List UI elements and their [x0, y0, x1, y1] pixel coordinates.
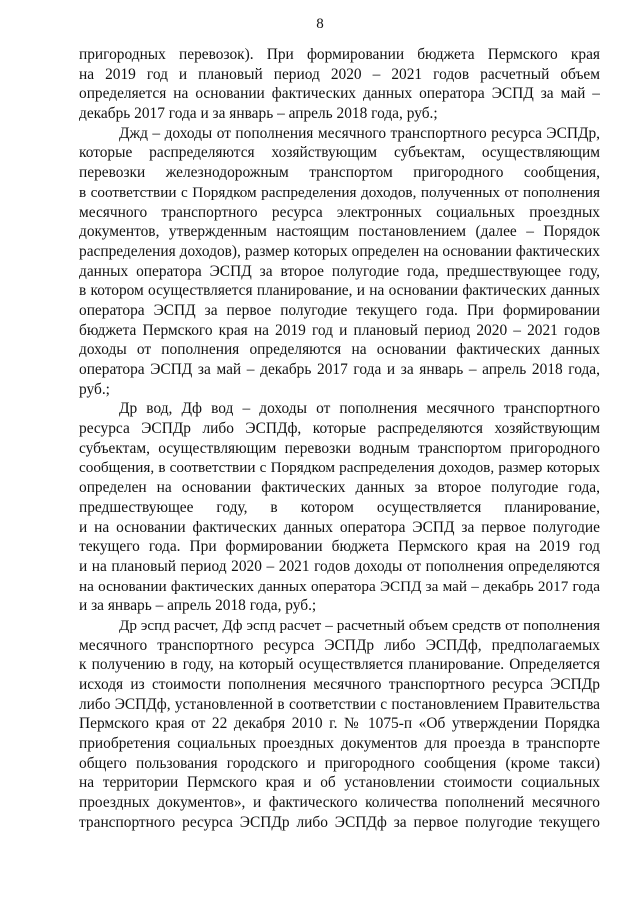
text-line: перевозки железнодорожным транспортом пригородного сообщения, — [79, 164, 600, 182]
text-line: руб.; — [79, 380, 110, 398]
paragraph-2 — [79, 124, 600, 400]
text-line: ресурса ЭСПДр либо ЭСПДф, которые распределяются хозяйствующим — [79, 420, 600, 438]
text-line: документов, утвержденным настоящим постановлением (далее – Порядок — [79, 223, 600, 241]
text-line: бюджета Пермского края на 2019 год и плановый период 2020 – 2021 годов — [79, 321, 600, 339]
page-number: 8 — [316, 16, 324, 32]
text-line: к получению в году, на который осуществляется планирование. Определяется — [79, 656, 600, 674]
text-line: оператора ЭСПД за первое полугодие текущего года. При формировании — [79, 301, 600, 319]
text-line: приобретения социальных проездных документов для проезда в транспорте — [79, 735, 600, 753]
paragraph-3 — [79, 399, 600, 616]
text-line: определен на основании фактических данных за второе полугодие года, — [79, 479, 600, 497]
text-line: и на плановый период 2020 – 2021 годов доходы от пополнения определяются — [79, 557, 600, 575]
text-line: сообщения, в соответствии с Порядком распределения доходов, размер которых — [79, 459, 600, 477]
text-line: Пермского края от 22 декабря 2010 г. № 1075-п «Об утверждении Порядка — [79, 715, 600, 733]
text-line: данных оператора ЭСПД за второе полугодие года, предшествующее году, — [79, 262, 600, 280]
text-line: на 2019 год и плановый период 2020 – 2021 годов расчетный объем — [79, 65, 600, 83]
text-line: пригородных перевозок). При формировании бюджета Пермского края — [79, 46, 600, 63]
text-line: текущего года. При формировании бюджета Пермского края на 2019 год — [79, 538, 600, 556]
text-line: Др эспд расчет, Дф эспд расчет – расчетный объем средств от пополнения — [119, 616, 600, 634]
text-line: и за январь – апрель 2018 года, руб.; — [79, 597, 317, 615]
text-line: Др вод, Дф вод – доходы от пополнения месячного транспортного — [119, 400, 600, 418]
paragraph-1 — [79, 45, 600, 124]
text-line: оператора ЭСПД за май – декабрь 2017 года и за январь – апрель 2018 года, — [79, 361, 600, 378]
text-line: распределения доходов), размер которых определен на основании фактических — [79, 242, 600, 260]
paragraph-4 — [79, 616, 600, 833]
text-line: предшествующее году, в котором осуществляется планирование, — [79, 498, 600, 516]
text-line: Джд – доходы от пополнения месячного транспортного ресурса ЭСПДр, — [119, 124, 600, 142]
text-line: в котором осуществляется планирование, и на основании фактических данных — [79, 282, 600, 300]
text-line: либо ЭСПДф, установленной в соответствии с постановлением Правительства — [79, 695, 600, 713]
text-line: декабрь 2017 года и за январь – апрель 2018 года, руб.; — [79, 105, 438, 123]
text-line: субъектам, осуществляющим перевозки водным транспортом пригородного — [79, 439, 600, 457]
text-line: на основании фактических данных оператора ЭСПД за май – декабрь 2017 года — [79, 577, 600, 595]
text-line: доходы от пополнения определяются на основании фактических данных — [79, 341, 600, 359]
text-line: в соответствии с Порядком распределения доходов, полученных от пополнения — [79, 183, 600, 201]
text-line: месячного транспортного ресурса электронных социальных проездных — [79, 203, 600, 221]
text-line: на территории Пермского края и об установлении стоимости социальных — [79, 774, 600, 792]
text-line: которые распределяются хозяйствующим субъектам, осуществляющим — [79, 144, 600, 162]
text-line: месячного транспортного ресурса ЭСПДр либо ЭСПДф, предполагаемых — [79, 636, 600, 654]
text-line: исходя из стоимости пополнения месячного транспортного ресурса ЭСПДр — [79, 676, 600, 693]
text-line: определяется на основании фактических данных оператора ЭСПД за май – — [79, 85, 600, 103]
document-body — [79, 45, 600, 833]
text-line: транспортного ресурса ЭСПДр либо ЭСПДф за первое полугодие текущего — [79, 813, 600, 831]
text-line: общего пользования городского и пригородного сообщения (кроме такси) — [79, 754, 600, 772]
text-line: проездных документов», и фактического количества пополнений месячного — [79, 794, 600, 812]
text-line: и на основании фактических данных оператора ЭСПД за первое полугодие — [79, 518, 600, 536]
